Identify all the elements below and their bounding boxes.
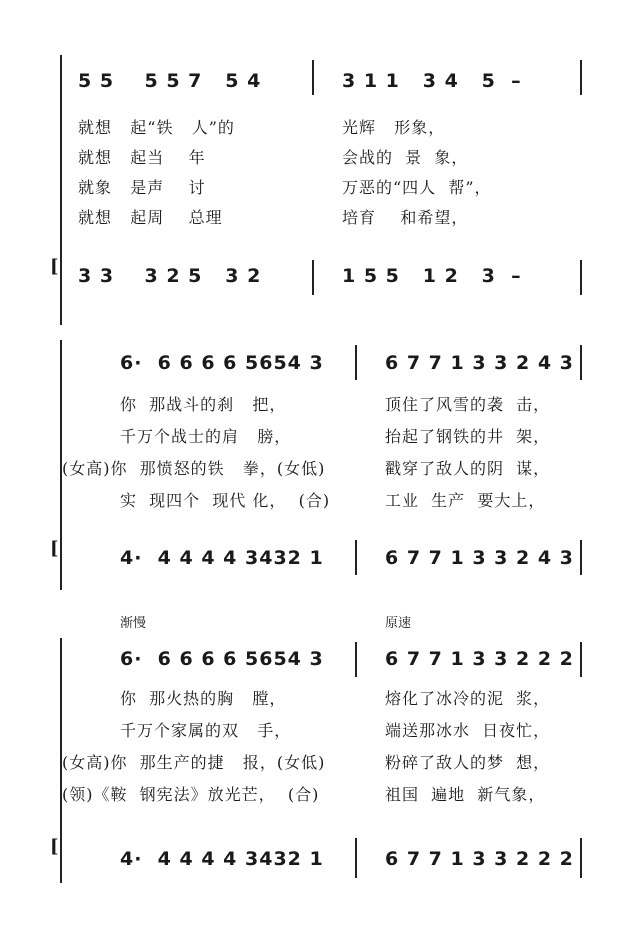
lyric-left-4: (领)《鞍 钢宪法》放光芒， (合) — [62, 785, 320, 804]
lyric-left-1: 就想 起“铁 人”的 — [78, 118, 235, 137]
middle-barline — [312, 60, 314, 95]
end-barline-2 — [580, 260, 582, 295]
lyric-right-1: 顶住了风雪的袭 击， — [385, 395, 551, 414]
middle-barline — [355, 345, 357, 380]
lyric-left-1: 你 那火热的胸 膛， — [120, 689, 287, 708]
lyric-left-3: 就象 是声 讨 — [78, 178, 206, 197]
tempo-marking-right: 原速 — [385, 616, 412, 631]
notes-top-left: 6· 6 6 6 6 5654 3 — [120, 352, 324, 374]
lyric-left-4: 实 现四个 现代 化， (合) — [120, 491, 331, 510]
middle-barline-2 — [355, 540, 357, 575]
middle-barline-2 — [312, 260, 314, 295]
lyric-left-3: (女高)你 那愤怒的铁 拳，(女低) — [62, 459, 326, 478]
end-barline-2 — [580, 540, 582, 575]
end-barline — [580, 642, 582, 677]
tempo-marking-left: 渐慢 — [120, 616, 147, 631]
lyric-left-2: 千万个战士的肩 膀， — [120, 427, 292, 446]
score-system-3 — [0, 610, 638, 910]
bracket: [ — [50, 836, 59, 857]
score-system-1 — [0, 40, 638, 310]
lyric-right-3: 万恶的“四人 帮”， — [342, 178, 492, 197]
notes-top-right: 3 1 1 3 4 5 – — [342, 70, 522, 92]
end-barline-2 — [580, 838, 582, 878]
middle-barline — [355, 642, 357, 677]
end-barline — [580, 345, 582, 380]
notes-bottom-left: 3 3 3 2 5 3 2 — [78, 265, 262, 287]
lyric-right-4: 培育 和希望， — [342, 208, 469, 227]
notes-bottom-right: 6 7 7 1 3 3 2 2 2 — [385, 848, 574, 870]
lyric-right-4: 祖国 遍地 新气象， — [385, 785, 546, 804]
score-system-2 — [0, 330, 638, 580]
notes-bottom-left: 4· 4 4 4 4 3432 1 — [120, 848, 324, 870]
notes-bottom-left: 4· 4 4 4 4 3432 1 — [120, 547, 324, 569]
lyric-right-2: 抬起了钢铁的井 架， — [385, 427, 551, 446]
bracket: [ — [50, 538, 59, 559]
lyric-left-3: (女高)你 那生产的捷 报，(女低) — [62, 753, 326, 772]
lyric-right-1: 熔化了冰冷的泥 浆， — [385, 689, 551, 708]
notes-bottom-right: 6 7 7 1 3 3 2 4 3 — [385, 547, 574, 569]
notes-top-right: 6 7 7 1 3 3 2 4 3 — [385, 352, 574, 374]
lyric-right-2: 会战的 景 象， — [342, 148, 469, 167]
notes-top-right: 6 7 7 1 3 3 2 2 2 — [385, 648, 574, 670]
notes-top-left: 6· 6 6 6 6 5654 3 — [120, 648, 324, 670]
lyric-right-3: 粉碎了敌人的梦 想， — [385, 753, 551, 772]
lyric-left-1: 你 那战斗的刹 把， — [120, 395, 287, 414]
end-barline — [580, 60, 582, 95]
notes-top-left: 5 5 5 5 7 5 4 — [78, 70, 262, 92]
lyric-right-4: 工业 生产 要大上， — [385, 491, 546, 510]
lyric-right-2: 端送那冰水 日夜忙， — [385, 721, 551, 740]
left-barline — [60, 55, 62, 325]
lyric-right-1: 光辉 形象， — [342, 118, 446, 137]
lyric-left-2: 就想 起当 年 — [78, 148, 206, 167]
bracket: [ — [50, 256, 59, 277]
lyric-left-4: 就想 起周 总理 — [78, 208, 223, 227]
notes-bottom-right: 1 5 5 1 2 3 – — [342, 265, 522, 287]
middle-barline-2 — [355, 838, 357, 878]
lyric-left-2: 千万个家属的双 手， — [120, 721, 292, 740]
lyric-right-3: 戳穿了敌人的阴 谋， — [385, 459, 551, 478]
